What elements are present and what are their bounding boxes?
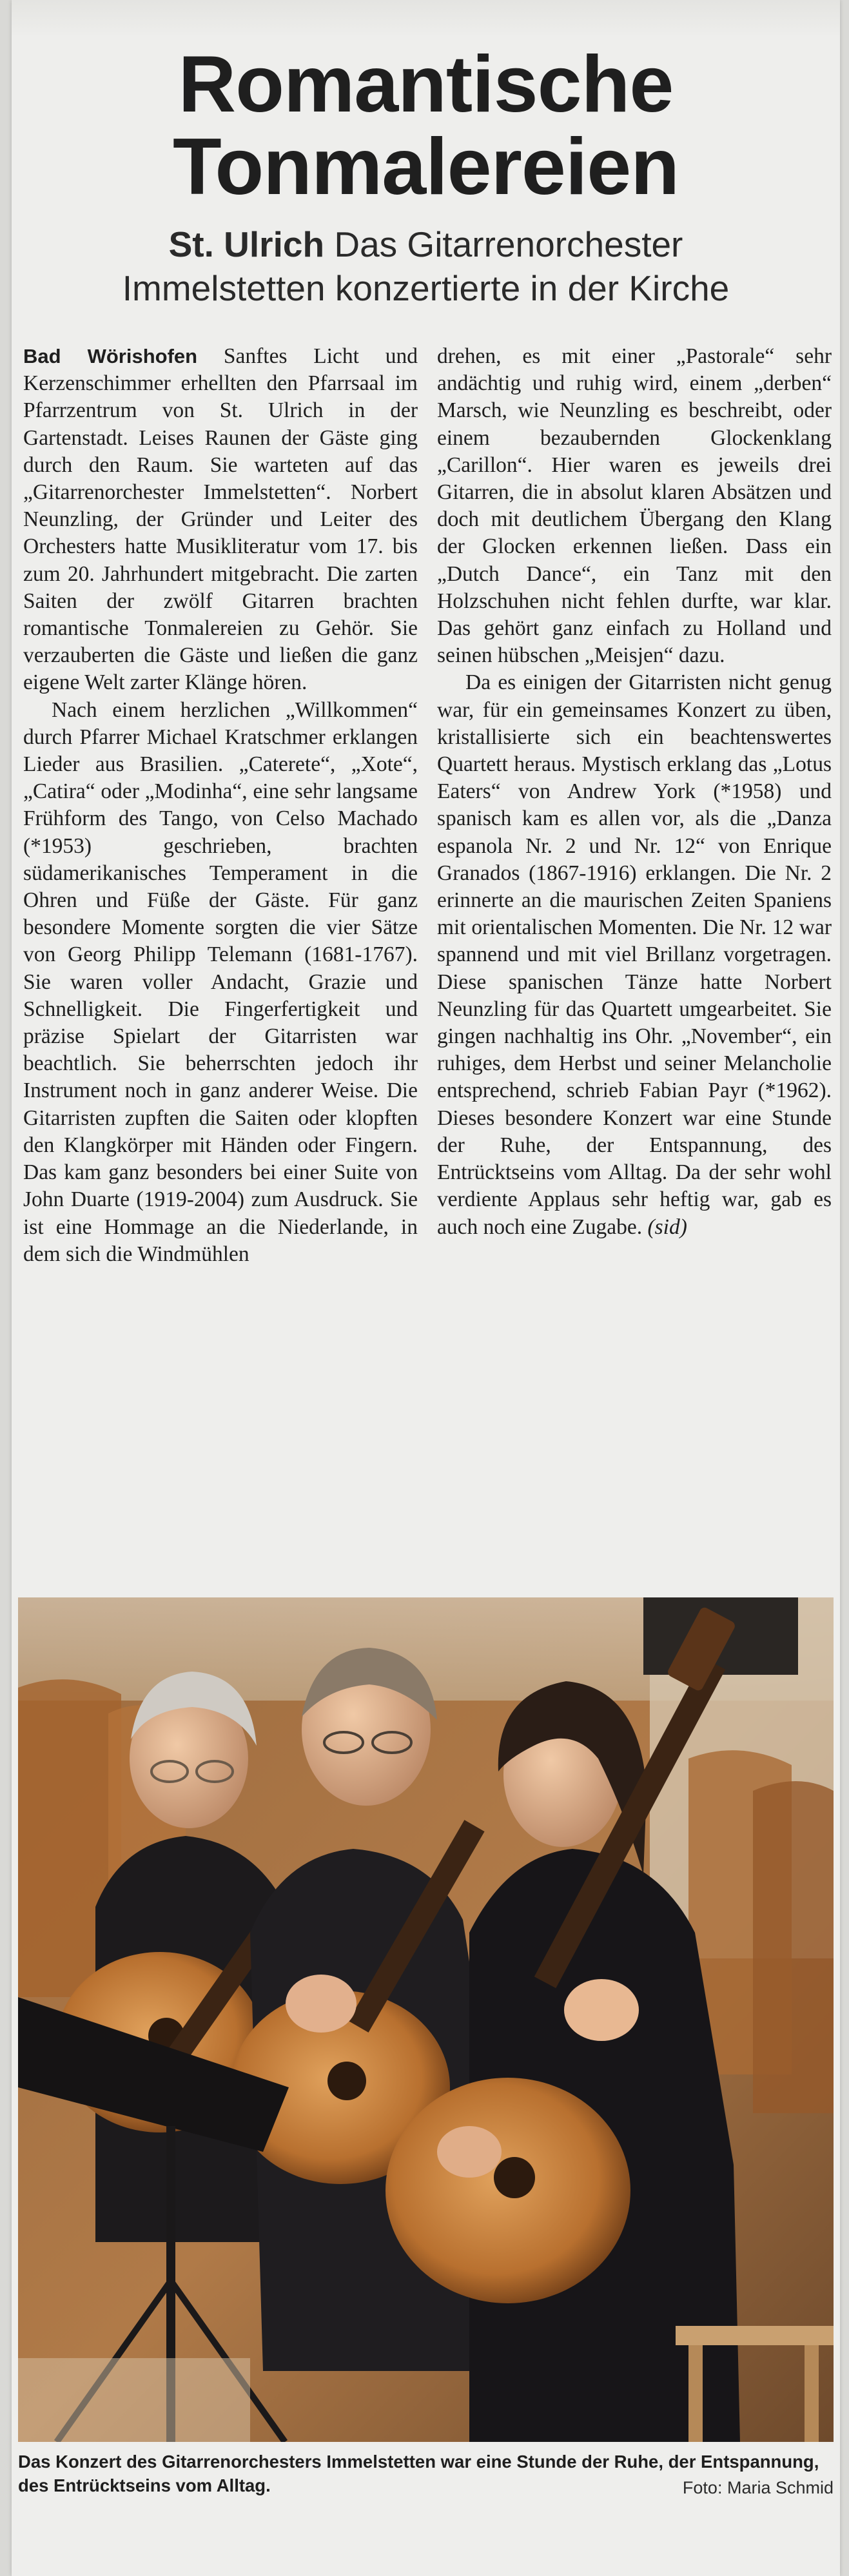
concert-photo bbox=[18, 1597, 834, 2442]
guitarists-photo-illustration bbox=[18, 1597, 834, 2442]
subheadline-line-2: Immelstetten konzertierte in der Kirche bbox=[122, 268, 730, 308]
headline-line-1: Romantische bbox=[178, 40, 674, 129]
article-column-right bbox=[437, 343, 832, 1241]
article-paragraph-continuation: drehen, es mit einer „Pastorale“ sehr andächtig und ruhig wird, einem „derben“ Marsch, wie Neunzling es beschreibt, oder einem bezaubernden Glockenklang „Carillon“. Hier waren es jeweils drei Gitarren, die in absolut klaren Absätzen und doch mit deutlichem Übergang den Klang der Glocken erkennen ließen. Dass ein „Dutch Dance“, ein Tanz mit den Holzschuhen nicht fehlen durfte, war klar. Das gehört ganz einfach zu Holland und seinen hübschen „Meisjen“ dazu. bbox=[437, 344, 832, 668]
paragraph-text: Sanftes Licht und Kerzenschimmer erhellten den Pfarrsaal im Pfarrzentrum von St. Ulrich in der Gartenstadt. Leises Raunen der Gäste ging durch den Raum. Sie warteten auf das „Gitarrenorchester Immelstetten“. Norbert Neunzling, der Gründer und Leiter des Orchesters hatte Musikliteratur vom 17. bis zum 20. Jahrhundert mitgebracht. Die zarten Saiten der zwölf Gitarren brachten romantische Tonmalereien zu Gehör. Sie verzauberten die Gäste und ließen die ganz eigene Welt zarter Klänge hören. bbox=[23, 344, 418, 695]
photo-caption: Das Konzert des Gitarrenorchesters Immelstetten war eine Stunde der Ruhe, der Entspannung, des Entrücktseins vom Alltag. bbox=[18, 2452, 819, 2495]
article-paragraph bbox=[437, 669, 832, 1240]
paragraph-text: Da es einigen der Gitarristen nicht genug war, für ein gemeinsames Konzert zu üben, kristallisierte sich ein beachtenswertes Quartett heraus. Mystisch erklang das „Lotus Eaters“ von Andrew York (*1958) und spanisch kam es allen vor, als die „Danza espanola Nr. 2 und Nr. 12“ von Enrique Granados (1867-1916) erklangen. Die Nr. 2 erinnerte an die maurischen Zeiten Spaniens mit orientalischen Momenten. Die Nr. 12 war spannend und mit viel Brillanz vorgetragen. Diese spanischen Tänze hatte Norbert Neunzling für das Quartett umgearbeitet. Sie gingen nachhaltig ins Ohr. „November“, ein ruhiges, dem Herbst und seiner Melancholie entsprechend, schrieb Fabian Payr (*1962). Dieses besondere Konzert war eine Stunde der Ruhe, der Entspannung, des Entrücktseins vom Alltag. Da der sehr wohl verdiente Applaus sehr heftig war, gab es auch noch eine Zugabe. bbox=[437, 670, 832, 1239]
author-signature: (sid) bbox=[647, 1215, 687, 1239]
photo-credit: Foto: Maria Schmid bbox=[682, 2478, 834, 2497]
article-paragraph: Nach einem herzlichen „Willkommen“ durch Pfarrer Michael Kratschmer erklangen Lieder aus Brasilien. „Caterete“, „Xote“, „Catira“ oder „Modinha“, eine sehr langsame Frühform des Tango, von Celso Machado (*1953) geschrieben, brachten südamerikanisches Temperament in die Ohren und Füße der Gäste. Für ganz besondere Momente sorgten die vier Sätze von Georg Philipp Telemann (1681-1767). Sie waren voller Andacht, Grazie und Schnelligkeit. Die Fingerfertigkeit und präzise Spielart der Gitarristen war beachtlich. Sie beherrschten jedoch ihr Instrument noch in ganz anderer Weise. Die Gitarristen zupften die Saiten oder klopften den Klangkörper mit Händen oder Fingern. Das kam ganz besonders bei einer Suite von John Duarte (1919-2004) zum Ausdruck. Sie ist eine Hommage an die Niederlande, in dem sich die Windmühlen bbox=[23, 698, 418, 1266]
newspaper-page bbox=[12, 0, 840, 2576]
headline-line-2: Tonmalereien bbox=[172, 122, 679, 211]
article-column-left bbox=[23, 343, 418, 1268]
subheadline-text-1: Das Gitarrenorchester bbox=[334, 224, 683, 264]
article-paragraph bbox=[23, 343, 418, 697]
dateline: Bad Wörishofen bbox=[23, 345, 198, 367]
subheadline-line-1 bbox=[12, 223, 840, 266]
subheadline-kicker: St. Ulrich bbox=[168, 224, 325, 264]
